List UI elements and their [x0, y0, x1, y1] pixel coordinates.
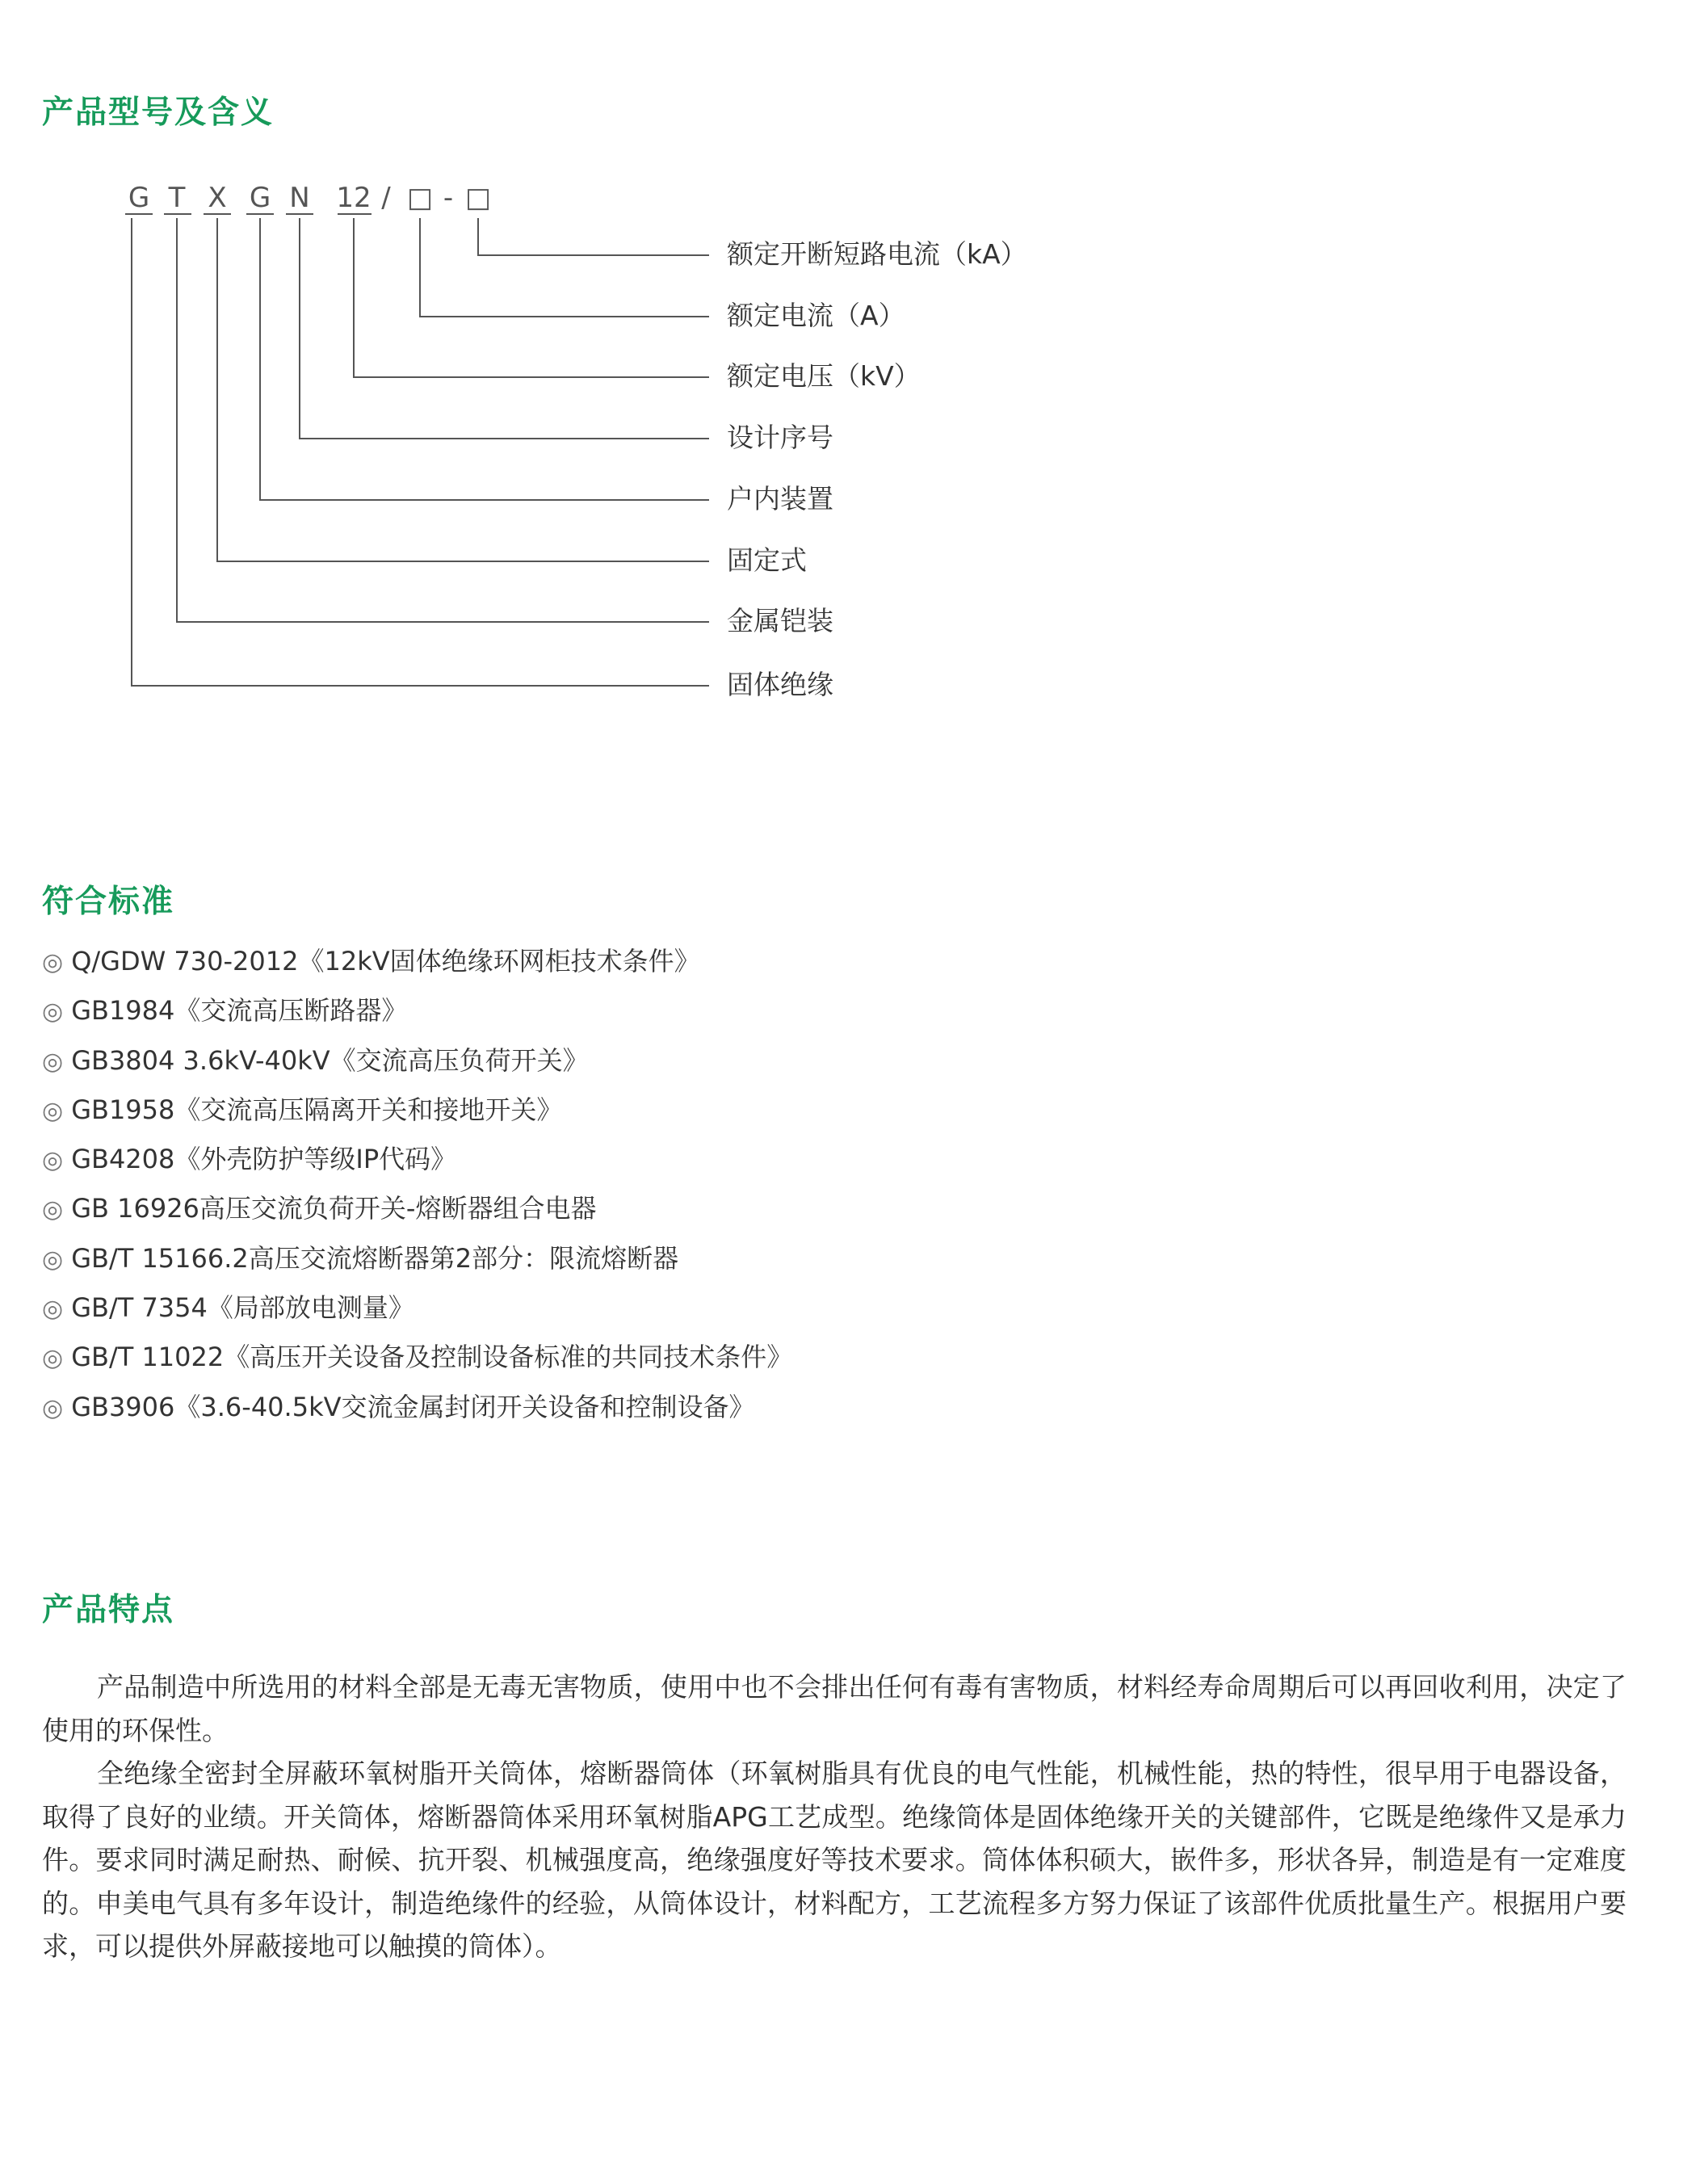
bullet-icon: ◎ [42, 1295, 64, 1324]
model-code-diagram [0, 0, 1696, 727]
meaning-rated-current: 额定电流（A） [727, 300, 905, 331]
code-char-x: X [208, 182, 227, 214]
bullet-icon: ◎ [42, 1245, 64, 1274]
feature-paragraph-environmental: 产品制造中所选用的材料全部是无毒无害物质，使用中也不会排出任何有毒有害物质，材料经寿命周期后可以再回收利用，决定了使用的环保性。 [42, 1671, 1627, 1746]
feature-paragraph-insulation: 全绝缘全密封全屏蔽环氧树脂开关筒体，熔断器筒体（环氧树脂具有优良的电气性能，机械性能，热的特性，很早用于电器设备，取得了良好的业绩。开关筒体，熔断器筒体采用环氧树脂APG工艺成型。绝缘筒体是固体绝缘开关的关键部件，它既是绝缘件又是承力件。要求同时满足耐热、耐候、抗开裂、机械强度高，绝缘强度好等技术要求。筒体体积硕大，嵌件多，形状各异，制造是有一定难度的。申美电气具有多年设计，制造绝缘件的经验，从筒体设计，材料配方，工艺流程多方努力保证了该部件优质批量生产。根据用户要求，可以提供外屏蔽接地可以触摸的筒体）。 [42, 1758, 1627, 1962]
standards-list [42, 937, 792, 1432]
standard-item [42, 1333, 792, 1382]
code-char-n: N [289, 182, 310, 214]
code-char-box-breaking: □ [464, 182, 492, 214]
code-char-g2: G [249, 182, 271, 214]
leader-line-fixed [217, 218, 709, 561]
model-meaning-heading: 产品型号及含义 [42, 94, 275, 131]
meaning-design-number: 设计序号 [727, 422, 833, 453]
code-char-g1: G [128, 182, 150, 214]
features-body [42, 1665, 1627, 1968]
standard-text: GB1958《交流高压隔离开关和接地开关》 [71, 1094, 563, 1125]
leader-line-rated-voltage [354, 218, 709, 377]
standard-text: Q/GDW 730-2012《12kV固体绝缘环网柜技术条件》 [71, 946, 700, 976]
standard-text: GB/T 11022《高压开关设备及控制设备标准的共同技术条件》 [71, 1342, 793, 1373]
standard-text: GB1984《交流高压断路器》 [71, 995, 408, 1027]
standard-item [42, 1086, 792, 1135]
leader-line-indoor [260, 218, 709, 500]
meaning-fixed: 固定式 [727, 544, 807, 576]
leader-line-design-number [300, 218, 709, 439]
leader-line-rated-current [420, 218, 709, 317]
bullet-icon: ◎ [42, 1146, 64, 1175]
standard-text: GB/T 7354《局部放电测量》 [71, 1292, 414, 1324]
standard-text: GB 16926高压交流负荷开关-熔断器组合电器 [71, 1193, 597, 1224]
code-char-rated-voltage: 12 [336, 182, 372, 214]
meaning-indoor: 户内装置 [727, 483, 833, 514]
standard-text: GB/T 15166.2高压交流熔断器第2部分：限流熔断器 [71, 1242, 679, 1274]
meaning-breaking-current: 额定开断短路电流（kA） [727, 238, 1027, 270]
meaning-metal-clad: 金属铠装 [727, 605, 833, 636]
standard-item [42, 1283, 792, 1333]
meaning-rated-voltage: 额定电压（kV） [727, 360, 921, 392]
leader-line-breaking-current [478, 218, 709, 255]
standard-item [42, 1135, 792, 1184]
standard-text: GB3906《3.6-40.5kV交流金属封闭开关设备和控制设备》 [71, 1391, 755, 1422]
bullet-icon: ◎ [42, 1195, 64, 1224]
standard-item [42, 1036, 792, 1086]
meaning-solid-insulation: 固体绝缘 [727, 669, 833, 700]
standards-heading: 符合标准 [42, 884, 175, 920]
bullet-icon: ◎ [42, 1393, 64, 1422]
standard-text: GB3804 3.6kV-40kV《交流高压负荷开关》 [71, 1044, 589, 1076]
bullet-icon: ◎ [42, 1096, 64, 1125]
code-char-box-current: □ [406, 182, 434, 214]
code-char-slash: / [381, 182, 391, 214]
standard-item [42, 986, 792, 1035]
bullet-icon: ◎ [42, 948, 64, 976]
bullet-icon: ◎ [42, 1047, 64, 1076]
standard-item [42, 1184, 792, 1233]
standard-text: GB4208《外壳防护等级IP代码》 [71, 1144, 457, 1175]
standard-item [42, 1383, 792, 1432]
features-heading: 产品特点 [42, 1592, 175, 1628]
bullet-icon: ◎ [42, 1344, 64, 1373]
code-char-dash: - [443, 182, 454, 214]
bullet-icon: ◎ [42, 998, 64, 1027]
standard-item [42, 1234, 792, 1283]
code-char-t: T [168, 182, 186, 214]
standard-item [42, 937, 792, 986]
